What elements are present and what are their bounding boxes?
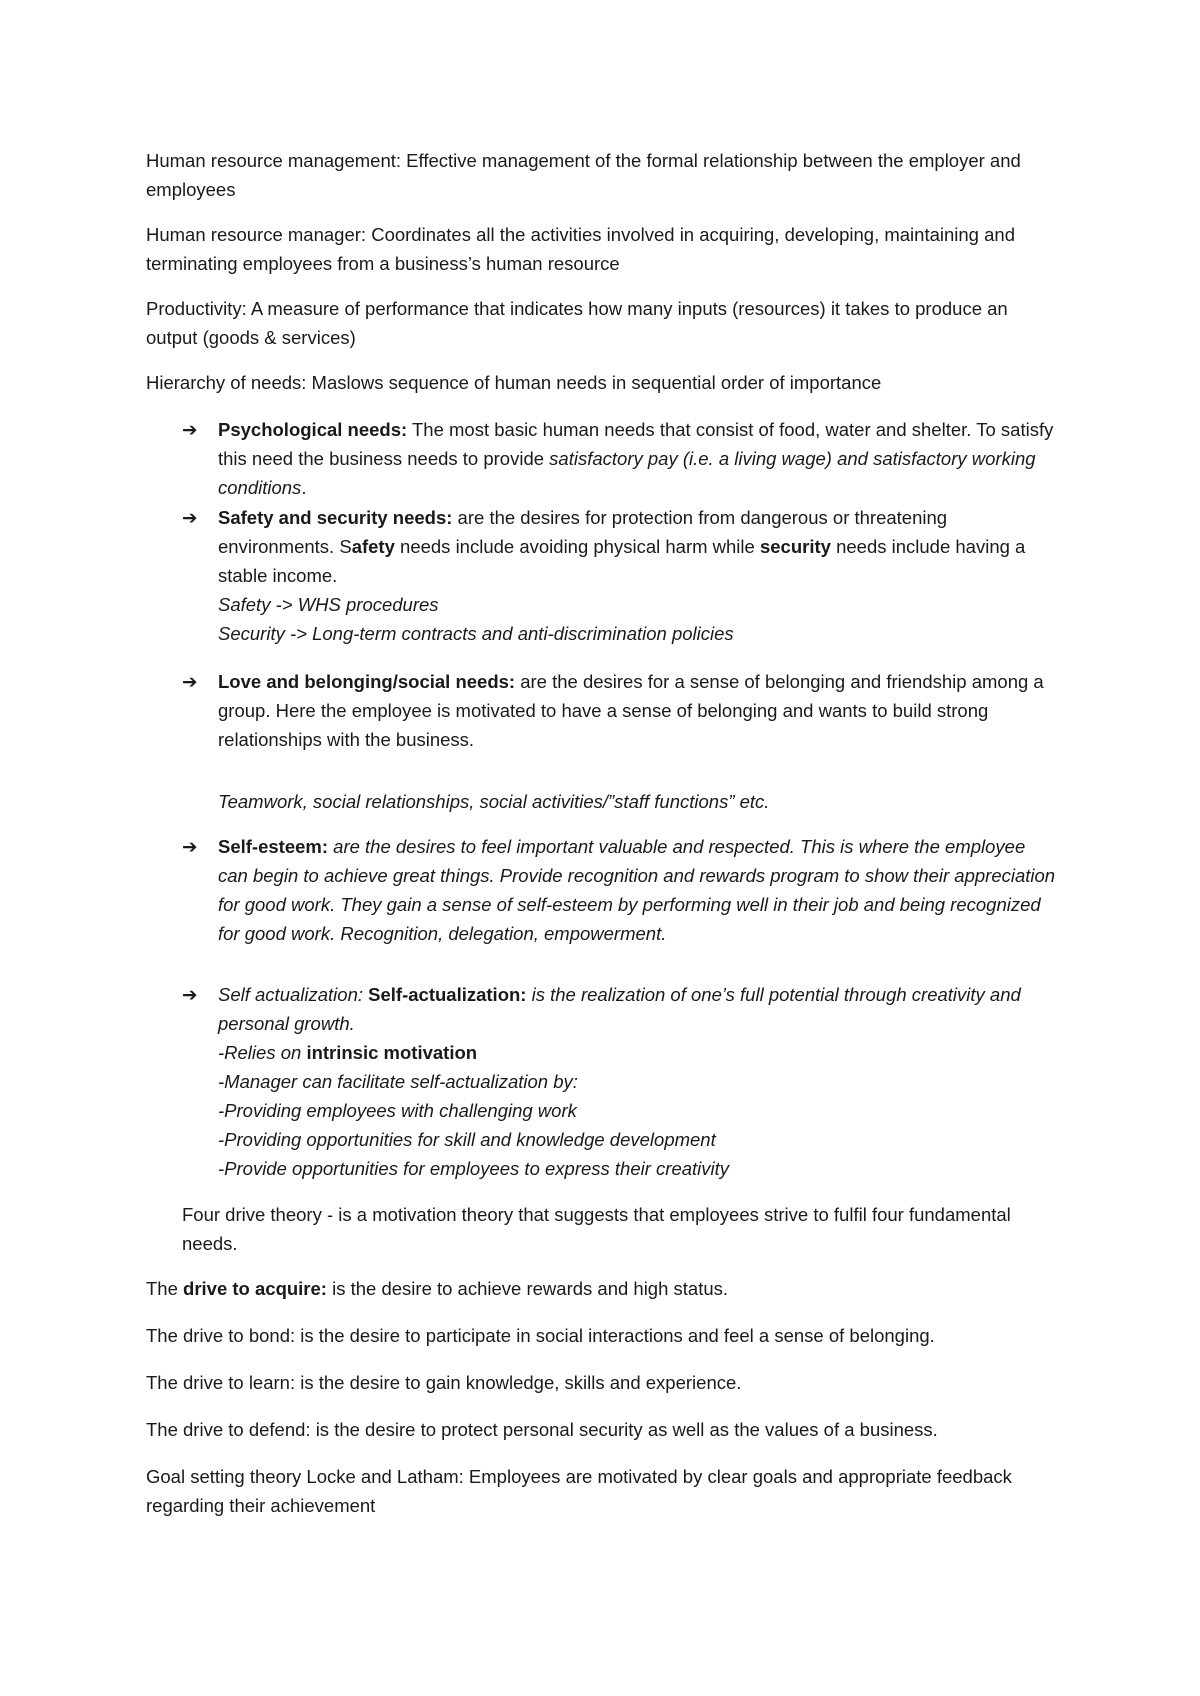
- safety-bold-1: afety: [351, 536, 395, 557]
- para-productivity: [146, 294, 1046, 352]
- psychological-italic: satisfactory pay (i.e. a living wage) and satisfactory working conditions: [218, 448, 1036, 498]
- bullet-actualization: [182, 980, 1058, 1183]
- drive-learn: The drive to learn: is the desire to gain knowledge, skills and experience.: [146, 1372, 742, 1393]
- para-hr-manager: [146, 220, 1046, 278]
- term-hr-manager: Human resource manager:: [146, 224, 367, 245]
- actualization-prefix: Self actualization:: [218, 984, 369, 1005]
- term-psychological: Psychological needs:: [218, 419, 408, 440]
- relies-prefix: -Relies on: [218, 1042, 307, 1063]
- actualization-line: -Provide opportunities for employees to express their creativity: [218, 1158, 730, 1179]
- actualization-line: -Manager can facilitate self-actualization by:: [218, 1071, 578, 1092]
- psychological-end: .: [301, 477, 307, 498]
- term-actualization: Self-actualization:: [368, 984, 527, 1005]
- actualization-relies: [218, 1038, 1058, 1067]
- term-productivity: Productivity:: [146, 298, 247, 319]
- para-hierarchy: [146, 368, 1046, 397]
- def-love: are the desires for a sense of belonging and friendship among a group. Here the employee is motivated to have a sense of belonging and wants to build strong relationships with the business.: [218, 671, 1044, 750]
- def-hr-manager: Coordinates all the activities involved in acquiring, developing, maintaining and terminating employees from a business’s human resource: [146, 224, 1015, 274]
- def-psychological: The most basic human needs that consist of food, water and shelter. To satisfy this need the business needs to provide: [218, 419, 1054, 469]
- acquire-prefix: The: [146, 1278, 184, 1299]
- def-esteem: are the desires to feel important valuable and respected. This is where the employee can begin to achieve great things. Provide recognition and rewards program to show their appreciation for good work. They gain a sense of self-esteem by performing well in their job and being recognized for good work. Recognition, delegation, empowerment.: [218, 836, 1056, 944]
- actualization-line: -Providing employees with challenging work: [218, 1100, 577, 1121]
- def-hierarchy: Maslows sequence of human needs in sequential order of importance: [306, 372, 882, 393]
- drive-acquire: [146, 1274, 1046, 1303]
- arrow-icon: ➔: [182, 836, 198, 857]
- safety-text-3: needs include having a stable income.: [218, 536, 1026, 586]
- para-goal-setting: Goal setting theory Locke and Latham: Employees are motivated by clear goals and appropriate feedback regarding their achievement: [146, 1466, 1012, 1516]
- bullet-safety: [182, 503, 1058, 648]
- acquire-bold: drive to acquire:: [183, 1278, 327, 1299]
- para-four-drive: Four drive theory - is a motivation theory that suggests that employees strive to fulfil four fundamental needs.: [182, 1204, 1011, 1254]
- term-hrm: Human resource management:: [146, 150, 402, 171]
- term-love: Love and belonging/social needs:: [218, 671, 516, 692]
- term-hierarchy: Hierarchy of needs:: [146, 372, 307, 393]
- def-actualization: is the realization of one’s full potential through creativity and personal growth.: [218, 984, 1021, 1034]
- love-example: Teamwork, social relationships, social activities/”staff functions” etc.: [218, 791, 770, 812]
- para-hrm: [146, 146, 1046, 204]
- acquire-text: is the desire to achieve rewards and high status.: [326, 1278, 729, 1299]
- bullet-psychological: [182, 415, 1058, 502]
- drive-defend: The drive to defend: is the desire to protect personal security as well as the values of a business.: [146, 1419, 938, 1440]
- actualization-line: -Providing opportunities for skill and knowledge development: [218, 1129, 716, 1150]
- safety-bold-2: security: [759, 536, 831, 557]
- safety-text-2: needs include avoiding physical harm while: [394, 536, 760, 557]
- bullet-love: [182, 667, 1058, 754]
- term-esteem: Self-esteem:: [218, 836, 329, 857]
- def-productivity: A measure of performance that indicates how many inputs (resources) it takes to produce an output (goods & services): [146, 298, 1008, 348]
- safety-text-1: are the desires for protection from dangerous or threatening environments. S: [218, 507, 948, 557]
- term-safety: Safety and security needs:: [218, 507, 453, 528]
- arrow-icon: ➔: [182, 984, 198, 1005]
- arrow-icon: ➔: [182, 671, 198, 692]
- drive-bond: The drive to bond: is the desire to participate in social interactions and feel a sense of belonging.: [146, 1325, 935, 1346]
- safety-line-2: Security -> Long-term contracts and anti-discrimination policies: [218, 623, 734, 644]
- arrow-icon: ➔: [182, 419, 198, 440]
- def-hrm: Effective management of the formal relationship between the employer and employees: [146, 150, 1021, 200]
- safety-line-1: Safety -> WHS procedures: [218, 594, 439, 615]
- arrow-icon: ➔: [182, 507, 198, 528]
- bullet-esteem: [182, 832, 1058, 948]
- relies-bold: intrinsic motivation: [306, 1042, 478, 1063]
